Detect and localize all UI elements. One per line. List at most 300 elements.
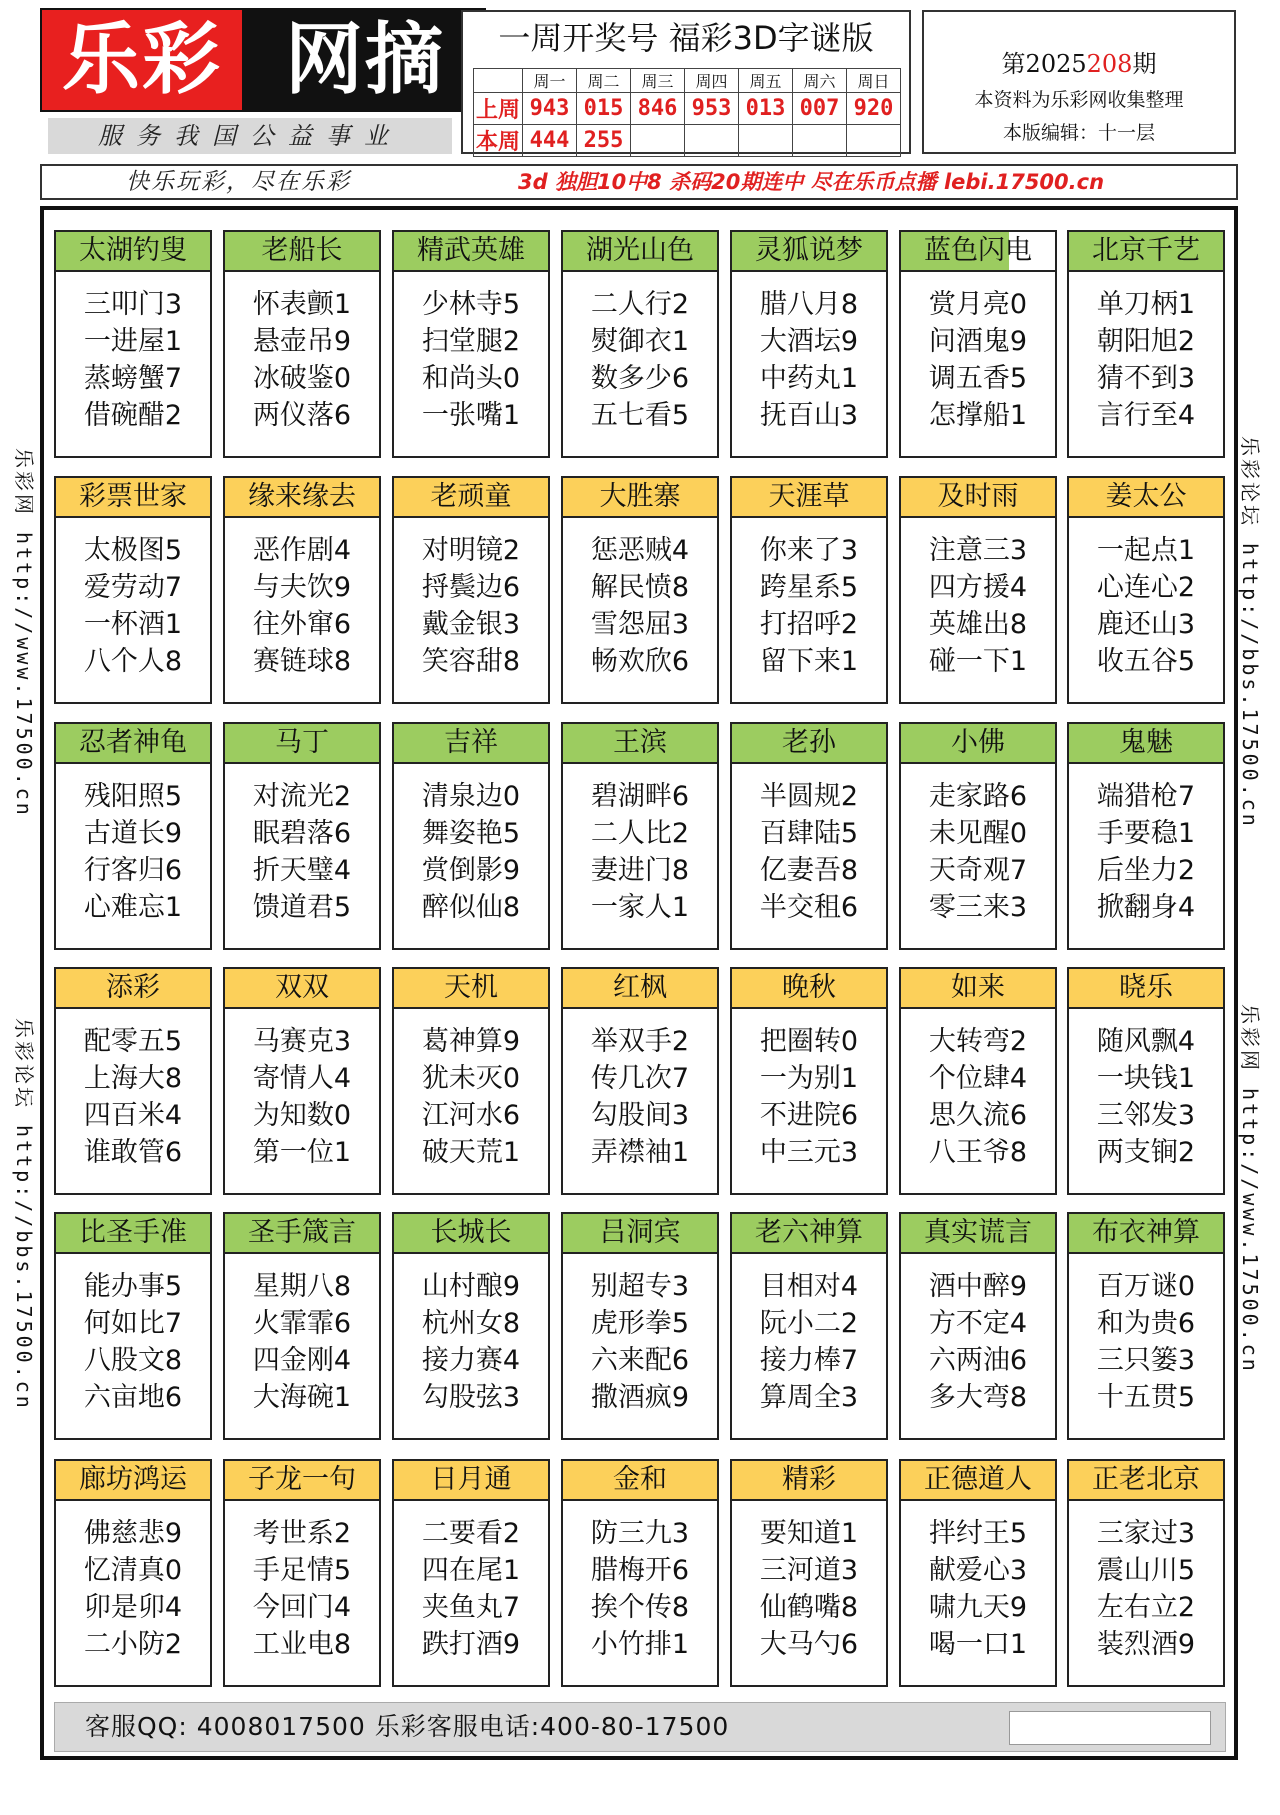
riddle-line: 碧湖畔6	[590, 781, 690, 812]
card-title: 老六神算	[732, 1214, 886, 1254]
day-header: 周六	[793, 69, 847, 93]
card-title: 灵狐说梦	[732, 232, 886, 272]
riddle-line: 三河道3	[759, 1555, 859, 1586]
side-left-top[interactable]: 乐彩网 http://www.17500.cn	[12, 448, 36, 818]
riddle-line: 手足情5	[252, 1555, 352, 1586]
riddle-line: 撒酒疯9	[590, 1382, 690, 1413]
day-header: 周五	[739, 69, 793, 93]
logo-black-text: 网摘	[244, 8, 486, 112]
day-header: 周一	[523, 69, 577, 93]
draw-number	[847, 125, 901, 157]
riddle-line: 留下来1	[759, 646, 859, 677]
draw-number: 943	[523, 93, 577, 125]
card-title: 太湖钓叟	[56, 232, 210, 272]
puzzle-card	[54, 1459, 212, 1687]
draw-number: 255	[577, 125, 631, 157]
card-body	[563, 1009, 717, 1171]
card-body	[901, 1501, 1055, 1663]
card-body	[394, 272, 548, 434]
card-body	[56, 1009, 210, 1171]
riddle-line: 五七看5	[590, 400, 690, 431]
riddle-line: 考世系2	[252, 1518, 352, 1549]
card-title: 天机	[394, 969, 548, 1009]
card-title: 天涯草	[732, 478, 886, 518]
card-title: 如来	[901, 969, 1055, 1009]
puzzle-card	[392, 1212, 550, 1440]
card-body	[901, 764, 1055, 926]
puzzle-card	[392, 967, 550, 1195]
card-body	[225, 1501, 379, 1663]
riddle-line: 畅欢欣6	[590, 646, 690, 677]
card-title: 王滨	[563, 724, 717, 764]
riddle-line: 十五贯5	[1096, 1382, 1196, 1413]
riddle-line: 思久流6	[928, 1100, 1028, 1131]
day-header: 周四	[685, 69, 739, 93]
riddle-line: 少林寺5	[421, 289, 521, 320]
riddle-line: 腊八月8	[759, 289, 859, 320]
riddle-line: 谁敢管6	[83, 1137, 183, 1168]
riddle-line: 零三来3	[928, 892, 1028, 923]
riddle-line: 舞姿艳5	[421, 818, 521, 849]
riddle-line: 四金刚4	[252, 1345, 352, 1376]
draw-number: 013	[739, 93, 793, 125]
card-title: 姜太公	[1069, 478, 1223, 518]
riddle-line: 接力赛4	[421, 1345, 521, 1376]
riddle-line: 小竹排1	[590, 1629, 690, 1660]
card-title: 鬼魅	[1069, 724, 1223, 764]
card-title: 日月通	[394, 1461, 548, 1501]
card-body	[732, 1254, 886, 1416]
riddle-line: 八王爷8	[928, 1137, 1028, 1168]
riddle-line: 赏月亮0	[928, 289, 1028, 320]
riddle-line: 第一位1	[252, 1137, 352, 1168]
riddle-line: 传几次7	[590, 1063, 690, 1094]
card-title: 大胜寨	[563, 478, 717, 518]
puzzle-card	[561, 967, 719, 1195]
puzzle-card	[1067, 722, 1225, 950]
card-body	[1069, 764, 1223, 926]
puzzle-card	[392, 722, 550, 950]
riddle-line: 二要看2	[421, 1518, 521, 1549]
puzzle-card	[223, 722, 381, 950]
puzzle-card	[54, 230, 212, 458]
puzzle-card	[899, 1459, 1057, 1687]
riddle-line: 火霏霏6	[252, 1308, 352, 1339]
riddle-line: 献爱心3	[928, 1555, 1028, 1586]
puzzle-card	[561, 1459, 719, 1687]
card-title: 马丁	[225, 724, 379, 764]
riddle-line: 左右立2	[1096, 1592, 1196, 1623]
riddle-line: 和为贵6	[1096, 1308, 1196, 1339]
riddle-line: 一块钱1	[1096, 1063, 1196, 1094]
riddle-line: 残阳照5	[83, 781, 183, 812]
weekly-draw-panel	[461, 10, 911, 154]
riddle-line: 不进院6	[759, 1100, 859, 1131]
riddle-line: 挨个传8	[590, 1592, 690, 1623]
draw-number	[685, 125, 739, 157]
riddle-line: 和尚头0	[421, 363, 521, 394]
side-left-bottom[interactable]: 乐彩论坛 http://bbs.17500.cn	[12, 1018, 36, 1411]
last-week-label: 上周	[474, 93, 523, 125]
card-title: 双双	[225, 969, 379, 1009]
card-title: 布衣神算	[1069, 1214, 1223, 1254]
riddle-line: 注意三3	[928, 535, 1028, 566]
riddle-line: 醉似仙8	[421, 892, 521, 923]
riddle-line: 借碗醋2	[83, 400, 183, 431]
draw-title: 一周开奖号 福彩3D字谜版	[498, 19, 874, 57]
puzzle-card	[223, 230, 381, 458]
draw-number	[793, 125, 847, 157]
card-body	[563, 518, 717, 680]
riddle-line: 眠碧落6	[252, 818, 352, 849]
card-body	[732, 1009, 886, 1171]
card-title: 精武英雄	[394, 232, 548, 272]
riddle-line: 折天璧4	[252, 855, 352, 886]
card-title: 晓乐	[1069, 969, 1223, 1009]
footer-contact: 客服QQ: 4008017500 乐彩客服电话:400-80-17500	[85, 1712, 730, 1741]
riddle-line: 防三九3	[590, 1518, 690, 1549]
riddle-line: 妻进门8	[590, 855, 690, 886]
draw-number: 444	[523, 125, 577, 157]
riddle-line: 二人比2	[590, 818, 690, 849]
riddle-line: 英雄出8	[928, 609, 1028, 640]
riddle-line: 震山川5	[1096, 1555, 1196, 1586]
card-title: 圣手箴言	[225, 1214, 379, 1254]
card-body	[56, 272, 210, 434]
riddle-line: 破天荒1	[421, 1137, 521, 1168]
puzzle-card	[54, 722, 212, 950]
riddle-line: 鹿还山3	[1096, 609, 1196, 640]
riddle-line: 勾股间3	[590, 1100, 690, 1131]
issue-num: 208	[1086, 50, 1133, 78]
riddle-line: 一杯酒1	[83, 609, 183, 640]
riddle-line: 马赛克3	[252, 1026, 352, 1057]
issue-panel	[922, 10, 1236, 154]
card-title: 金和	[563, 1461, 717, 1501]
riddle-line: 悬壶吊9	[252, 326, 352, 357]
riddle-line: 杭州女8	[421, 1308, 521, 1339]
card-title: 及时雨	[901, 478, 1055, 518]
riddle-line: 爱劳动7	[83, 572, 183, 603]
riddle-line: 心连心2	[1096, 572, 1196, 603]
card-title: 彩票世家	[56, 478, 210, 518]
puzzle-card	[1067, 476, 1225, 704]
card-title: 缘来缘去	[225, 478, 379, 518]
puzzle-card	[730, 476, 888, 704]
card-title: 真实谎言	[901, 1214, 1055, 1254]
puzzle-card	[899, 722, 1057, 950]
card-body	[225, 272, 379, 434]
riddle-line: 半圆规2	[759, 781, 859, 812]
riddle-line: 馈道君5	[252, 892, 352, 923]
card-body	[56, 1501, 210, 1663]
riddle-line: 解民愤8	[590, 572, 690, 603]
last-week-row	[474, 93, 901, 125]
riddle-line: 方不定4	[928, 1308, 1028, 1339]
riddle-line: 随风飘4	[1096, 1026, 1196, 1057]
draw-table	[473, 68, 901, 157]
card-title: 精彩	[732, 1461, 886, 1501]
riddle-line: 太极图5	[83, 535, 183, 566]
riddle-line: 赛链球8	[252, 646, 352, 677]
card-body	[563, 764, 717, 926]
card-body	[394, 518, 548, 680]
card-title: 湖光山色	[563, 232, 717, 272]
riddle-line: 问酒鬼9	[928, 326, 1028, 357]
card-title: 晚秋	[732, 969, 886, 1009]
puzzle-card	[1067, 230, 1225, 458]
card-body	[901, 272, 1055, 434]
riddle-line: 中药丸1	[759, 363, 859, 394]
riddle-line: 三家过3	[1096, 1518, 1196, 1549]
riddle-line: 弄襟袖1	[590, 1137, 690, 1168]
riddle-line: 腊梅开6	[590, 1555, 690, 1586]
riddle-line: 对明镜2	[421, 535, 521, 566]
riddle-line: 葛神算9	[421, 1026, 521, 1057]
riddle-line: 犹未灭0	[421, 1063, 521, 1094]
card-title: 红枫	[563, 969, 717, 1009]
riddle-line: 星期八8	[252, 1271, 352, 1302]
riddle-line: 冰破鉴0	[252, 363, 352, 394]
riddle-line: 手要稳1	[1096, 818, 1196, 849]
card-body	[56, 518, 210, 680]
riddle-line: 与夫饮9	[252, 572, 352, 603]
puzzle-card	[730, 1212, 888, 1440]
puzzle-card	[730, 722, 888, 950]
puzzle-card	[561, 476, 719, 704]
draw-number: 953	[685, 93, 739, 125]
riddle-line: 佛慈悲9	[83, 1518, 183, 1549]
card-body	[901, 1009, 1055, 1171]
card-body	[1069, 272, 1223, 434]
card-title: 比圣手准	[56, 1214, 210, 1254]
card-body	[1069, 1254, 1223, 1416]
riddle-line: 往外窜6	[252, 609, 352, 640]
promo-link[interactable]: 3d 独胆10中8 杀码20期连中 尽在乐币点播 lebi.17500.cn	[518, 170, 1105, 194]
riddle-line: 对流光2	[252, 781, 352, 812]
riddle-line: 六两油6	[928, 1345, 1028, 1376]
issue-number	[924, 44, 1234, 79]
riddle-line: 古道长9	[83, 818, 183, 849]
riddle-line: 半交租6	[759, 892, 859, 923]
riddle-line: 夹鱼丸7	[421, 1592, 521, 1623]
riddle-line: 心难忘1	[83, 892, 183, 923]
card-body	[901, 1254, 1055, 1416]
puzzle-card	[899, 1212, 1057, 1440]
card-body	[563, 1254, 717, 1416]
card-title: 正德道人	[901, 1461, 1055, 1501]
riddle-line: 单刀柄1	[1096, 289, 1196, 320]
riddle-line: 虎形拳5	[590, 1308, 690, 1339]
riddle-line: 一进屋1	[83, 326, 183, 357]
card-body	[225, 1254, 379, 1416]
riddle-line: 行客归6	[83, 855, 183, 886]
riddle-line: 八股文8	[83, 1345, 183, 1376]
riddle-line: 拌纣王5	[928, 1518, 1028, 1549]
card-title: 正老北京	[1069, 1461, 1223, 1501]
riddle-line: 别超专3	[590, 1271, 690, 1302]
riddle-line: 言行至4	[1096, 400, 1196, 431]
puzzle-card	[730, 1459, 888, 1687]
card-body	[1069, 1009, 1223, 1171]
riddle-line: 三只篓3	[1096, 1345, 1196, 1376]
riddle-line: 卯是卯4	[83, 1592, 183, 1623]
riddle-line: 上海大8	[83, 1063, 183, 1094]
riddle-line: 收五谷5	[1096, 646, 1196, 677]
day-header: 周日	[847, 69, 901, 93]
riddle-line: 调五香5	[928, 363, 1028, 394]
puzzle-card	[223, 476, 381, 704]
riddle-line: 六亩地6	[83, 1382, 183, 1413]
puzzle-card	[730, 230, 888, 458]
riddle-line: 未见醒0	[928, 818, 1028, 849]
card-body	[563, 1501, 717, 1663]
footer-bar	[54, 1702, 1226, 1752]
puzzle-card	[899, 230, 1057, 458]
puzzle-card	[1067, 1459, 1225, 1687]
draw-number: 007	[793, 93, 847, 125]
riddle-line: 八个人8	[83, 646, 183, 677]
riddle-line: 一起点1	[1096, 535, 1196, 566]
puzzle-card	[392, 476, 550, 704]
riddle-line: 能办事5	[83, 1271, 183, 1302]
footer-blank-box	[1009, 1711, 1211, 1745]
card-body	[732, 272, 886, 434]
card-body	[394, 1254, 548, 1416]
card-body	[225, 1009, 379, 1171]
card-body	[394, 1501, 548, 1663]
riddle-line: 工业电8	[252, 1629, 352, 1660]
riddle-line: 阮小二2	[759, 1308, 859, 1339]
riddle-line: 笑容甜8	[421, 646, 521, 677]
riddle-line: 配零五5	[83, 1026, 183, 1057]
riddle-line: 打招呼2	[759, 609, 859, 640]
puzzle-card	[54, 476, 212, 704]
this-week-label: 本周	[474, 125, 523, 157]
card-body	[56, 764, 210, 926]
card-body	[225, 518, 379, 680]
logo-red-text: 乐彩	[40, 8, 244, 112]
riddle-line: 啸九天9	[928, 1592, 1028, 1623]
issue-note: 本资料为乐彩网收集整理	[974, 89, 1184, 111]
draw-number: 015	[577, 93, 631, 125]
card-title: 廊坊鸿运	[56, 1461, 210, 1501]
riddle-line: 跌打酒9	[421, 1629, 521, 1660]
riddle-line: 酒中醉9	[928, 1271, 1028, 1302]
riddle-line: 个位肆4	[928, 1063, 1028, 1094]
riddle-line: 天奇观7	[928, 855, 1028, 886]
card-title: 吉祥	[394, 724, 548, 764]
card-body	[225, 764, 379, 926]
card-title: 子龙一句	[225, 1461, 379, 1501]
riddle-line: 算周全3	[759, 1382, 859, 1413]
draw-number: 846	[631, 93, 685, 125]
riddle-line: 四百米4	[83, 1100, 183, 1131]
puzzle-card	[1067, 1212, 1225, 1440]
riddle-line: 碰一下1	[928, 646, 1028, 677]
riddle-line: 抚百山3	[759, 400, 859, 431]
issue-prefix: 第2025	[1001, 50, 1087, 78]
riddle-line: 朝阳旭2	[1096, 326, 1196, 357]
riddle-line: 勾股弦3	[421, 1382, 521, 1413]
riddle-line: 四在尾1	[421, 1555, 521, 1586]
riddle-line: 端猎枪7	[1096, 781, 1196, 812]
riddle-line: 寄情人4	[252, 1063, 352, 1094]
card-body	[901, 518, 1055, 680]
side-right-bottom[interactable]: 乐彩网 http://www.17500.cn	[1238, 1004, 1262, 1374]
riddle-line: 扫堂腿2	[421, 326, 521, 357]
promo-slogan: 快乐玩彩，尽在乐彩	[126, 169, 351, 195]
riddle-line: 江河水6	[421, 1100, 521, 1131]
puzzle-card	[54, 1212, 212, 1440]
puzzle-card	[223, 1212, 381, 1440]
riddle-line: 惩恶贼4	[590, 535, 690, 566]
riddle-line: 举双手2	[590, 1026, 690, 1057]
riddle-line: 蒸螃蟹7	[83, 363, 183, 394]
puzzle-card	[392, 1459, 550, 1687]
card-title: 添彩	[56, 969, 210, 1009]
draw-number	[631, 125, 685, 157]
riddle-line: 喝一口1	[928, 1629, 1028, 1660]
card-title: 忍者神龟	[56, 724, 210, 764]
riddle-line: 接力棒7	[759, 1345, 859, 1376]
riddle-line: 三叩门3	[83, 289, 183, 320]
card-title: 老船长	[225, 232, 379, 272]
card-title: 蓝色闪电	[901, 232, 1055, 272]
card-body	[732, 1501, 886, 1663]
riddle-line: 熨御衣1	[590, 326, 690, 357]
puzzle-card	[561, 230, 719, 458]
riddle-line: 跨星系5	[759, 572, 859, 603]
riddle-line: 恶作剧4	[252, 535, 352, 566]
draw-days-row	[474, 69, 901, 93]
puzzle-card	[223, 1459, 381, 1687]
issue-suffix: 期	[1132, 50, 1157, 78]
riddle-line: 百万谜0	[1096, 1271, 1196, 1302]
card-title: 北京千艺	[1069, 232, 1223, 272]
draw-number	[739, 125, 793, 157]
riddle-line: 大转弯2	[928, 1026, 1028, 1057]
riddle-line: 何如比7	[83, 1308, 183, 1339]
riddle-line: 三邻发3	[1096, 1100, 1196, 1131]
riddle-line: 山村酿9	[421, 1271, 521, 1302]
promo-bar	[40, 164, 1238, 200]
riddle-line: 两仪落6	[252, 400, 352, 431]
card-body	[732, 764, 886, 926]
riddle-line: 捋鬓边6	[421, 572, 521, 603]
riddle-line: 仙鹤嘴8	[759, 1592, 859, 1623]
puzzle-card	[392, 230, 550, 458]
side-right-top[interactable]: 乐彩论坛 http://bbs.17500.cn	[1238, 436, 1262, 829]
day-header: 周二	[577, 69, 631, 93]
riddle-line: 你来了3	[759, 535, 859, 566]
puzzle-card	[899, 476, 1057, 704]
card-title: 老孙	[732, 724, 886, 764]
riddle-line: 把圈转0	[759, 1026, 859, 1057]
riddle-line: 戴金银3	[421, 609, 521, 640]
riddle-line: 大海碗1	[252, 1382, 352, 1413]
riddle-line: 中三元3	[759, 1137, 859, 1168]
riddle-line: 掀翻身4	[1096, 892, 1196, 923]
riddle-line: 大马勺6	[759, 1629, 859, 1660]
card-title: 吕洞宾	[563, 1214, 717, 1254]
riddle-line: 要知道1	[759, 1518, 859, 1549]
riddle-line: 大酒坛9	[759, 326, 859, 357]
puzzle-card	[561, 722, 719, 950]
riddle-line: 走家路6	[928, 781, 1028, 812]
card-body	[1069, 1501, 1223, 1663]
draw-number: 920	[847, 93, 901, 125]
